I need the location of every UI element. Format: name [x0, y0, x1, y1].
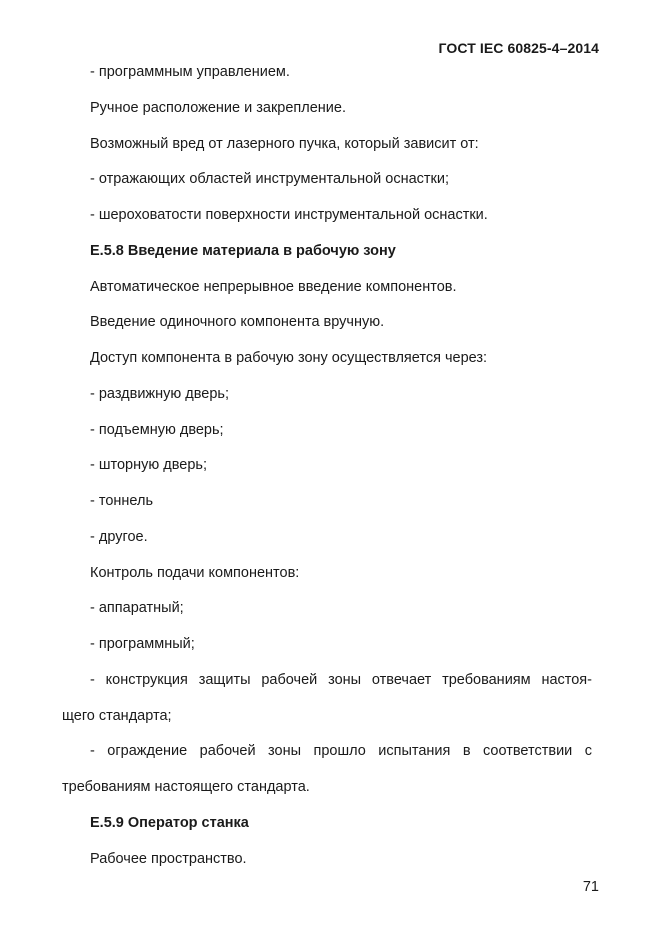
text-line: Доступ компонента в рабочую зону осуществляется через:: [90, 350, 488, 366]
text-line: - шероховатости поверхности инструментальной оснастки.: [90, 207, 488, 223]
text-line: Ручное расположение и закрепление.: [90, 100, 346, 116]
list-item: - раздвижную дверь;: [90, 386, 229, 402]
text-line: - программным управлением.: [90, 64, 290, 80]
document-header: ГОСТ IEC 60825-4–2014: [438, 40, 599, 56]
list-item: - программный;: [90, 636, 195, 652]
list-item: - подъемную дверь;: [90, 422, 224, 438]
list-item: - конструкция защиты рабочей зоны отвечает требованиям настоя-: [90, 672, 592, 688]
page-number: 71: [582, 879, 599, 895]
section-heading-e59: Е.5.9 Оператор станка: [90, 815, 249, 831]
section-heading-e58: Е.5.8 Введение материала в рабочую зону: [90, 243, 396, 259]
list-item: - другое.: [90, 529, 148, 545]
list-item: - тоннель: [90, 493, 154, 509]
text-line: Контроль подачи компонентов:: [90, 565, 300, 581]
text-line: Рабочее пространство.: [90, 851, 247, 867]
list-item: - ограждение рабочей зоны прошло испытания в соответствии с: [90, 743, 592, 759]
text-line: Автоматическое непрерывное введение компонентов.: [90, 279, 457, 295]
text-line-continuation: щего стандарта;: [62, 708, 172, 724]
list-item: - аппаратный;: [90, 600, 184, 616]
text-line: Введение одиночного компонента вручную.: [90, 314, 385, 330]
text-line: Возможный вред от лазерного пучка, который зависит от:: [90, 136, 479, 152]
list-item: - шторную дверь;: [90, 457, 207, 473]
text-line: - отражающих областей инструментальной оснастки;: [90, 171, 450, 187]
text-line-continuation: требованиям настоящего стандарта.: [62, 779, 310, 795]
